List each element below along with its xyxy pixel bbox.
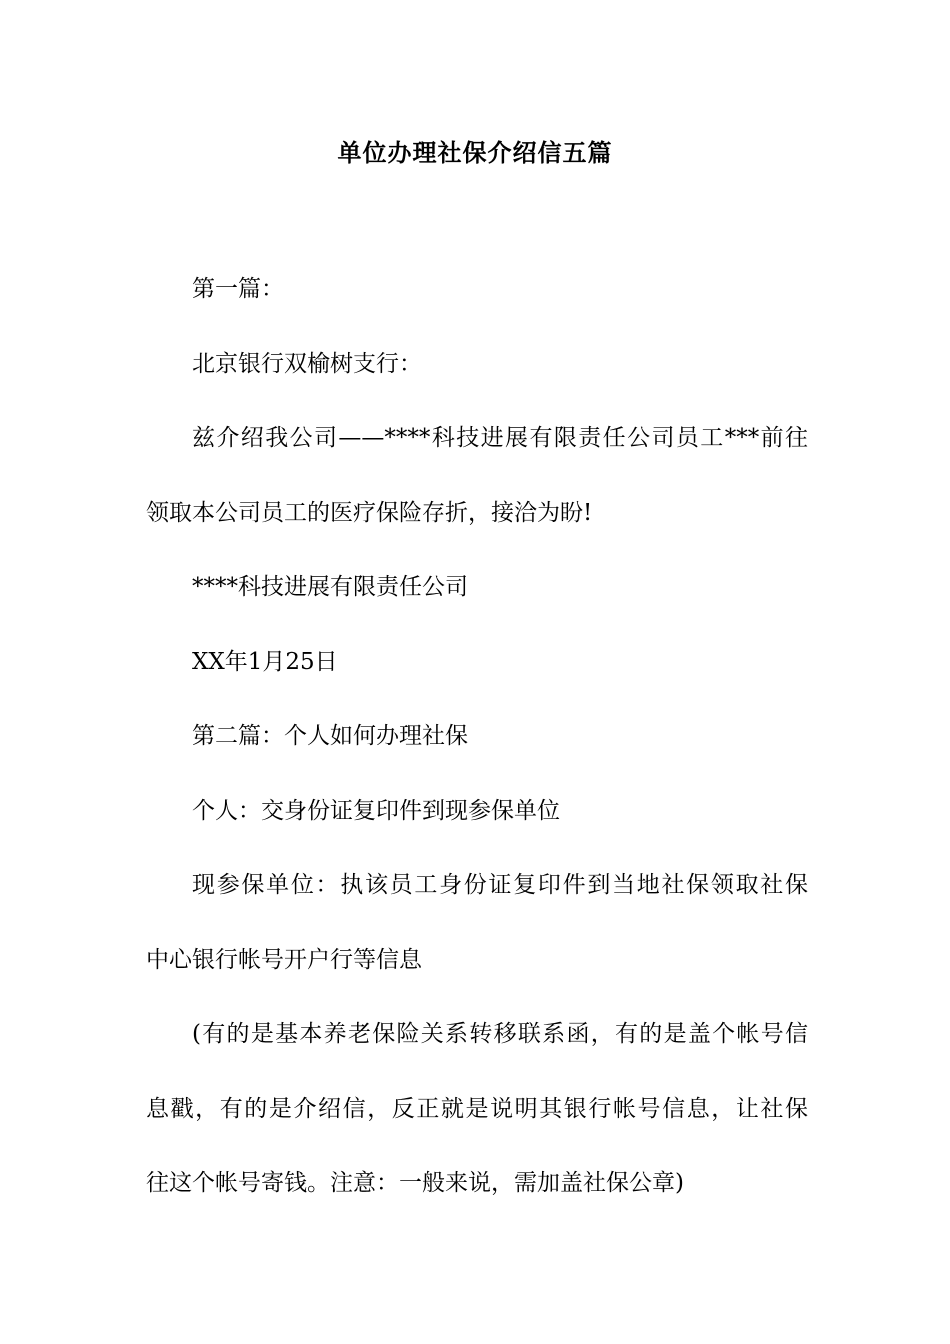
- paragraph-note-line-2: 息戳，有的是介绍信，反正就是说明其银行帐号信息，让社保: [146, 1095, 808, 1122]
- letter-date: XX年1月25日: [192, 648, 338, 675]
- paragraph-note-line-1: (有的是基本养老保险关系转移联系函，有的是盖个帐号信: [192, 1021, 808, 1047]
- document-title: 单位办理社保介绍信五篇: [337, 138, 613, 167]
- letter-signature: ****科技进展有限责任公司: [192, 574, 468, 600]
- section-heading-2: 第二篇：个人如何办理社保: [192, 723, 468, 749]
- document-body: [146, 252, 808, 1221]
- letter-addressee: 北京银行双榆树支行：: [192, 350, 422, 377]
- section-heading-1: 第一篇：: [192, 276, 284, 302]
- letter-body-line-1: 兹介绍我公司——****科技进展有限责任公司员工***前往: [192, 425, 808, 451]
- paragraph-unit-line-2: 中心银行帐号开户行等信息: [146, 946, 422, 973]
- letter-body-line-2: 领取本公司员工的医疗保险存折，接洽为盼!: [146, 499, 593, 526]
- paragraph-unit-line-1: 现参保单位：执该员工身份证复印件到当地社保领取社保: [192, 872, 808, 898]
- paragraph-individual: 个人：交身份证复印件到现参保单位: [192, 797, 560, 824]
- paragraph-note-line-3: 往这个帐号寄钱。注意：一般来说，需加盖社保公章): [146, 1170, 684, 1196]
